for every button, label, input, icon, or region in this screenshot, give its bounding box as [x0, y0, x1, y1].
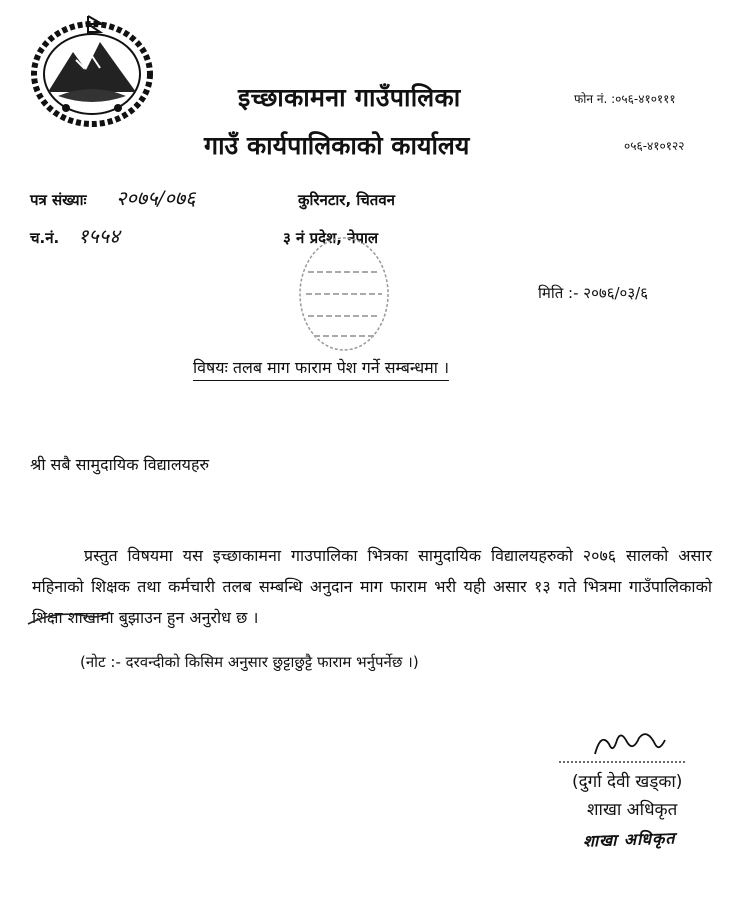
- address-line-1: कुरिनटार, चितवन: [298, 191, 395, 209]
- dispatch-number-label: च.नं.: [30, 229, 60, 247]
- note-text: (नोट :- दरवन्दीको किसिम अनुसार छुट्टाछुट्टै फाराम भर्नुपर्नेछ ।): [80, 653, 419, 671]
- letter-number-value: २०७५/०७६: [116, 186, 196, 210]
- signature-scribble: [555, 724, 690, 772]
- letter-number-label: पत्र संख्याः: [30, 191, 87, 209]
- dispatch-number-value: १५५४: [78, 224, 120, 248]
- government-emblem-logo: [28, 12, 156, 128]
- letter-date: मिति :- २०७६/०३/६: [538, 284, 649, 302]
- title-stamp: शाखा अधिकृत: [582, 828, 676, 851]
- municipality-name: इच्छाकामना गाउँपालिका: [238, 83, 461, 112]
- body-text: प्रस्तुत विषयमा यस इच्छाकामना गाउपालिका भित्रका सामुदायिक विद्यालयहरुको २०७६ सालको असार महिनाको शिक्षक तथा कर्मचारी तलब सम्बन्धि अनुदान माग फाराम भरी यही असार १३ गते भित्रमा गाउँपालिकाको शिक्षा शाखामा बुझाउन हुन अनुरोध छ ।: [32, 546, 712, 627]
- signatory-name: (दुर्गा देवी खड्का): [572, 772, 683, 792]
- phone-number-1: फोन नं. :०५६-४१०१११: [574, 92, 676, 106]
- body-paragraph: [32, 540, 712, 633]
- office-stamp: [294, 232, 394, 362]
- office-name: गाउँ कार्यपालिकाको कार्यालय: [204, 131, 470, 160]
- phone-number-2: ०५६-४१०१२२: [624, 139, 685, 153]
- subject-line: विषयः तलब माग फाराम पेश गर्ने सम्बन्धमा ।: [193, 356, 449, 381]
- addressee: श्री सबै सामुदायिक विद्यालयहरु: [30, 455, 210, 474]
- signatory-title: शाखा अधिकृत: [587, 800, 678, 820]
- handwritten-mark: [26, 602, 112, 632]
- address-line-2: ३ नं प्रदेश, नेपाल: [283, 229, 379, 247]
